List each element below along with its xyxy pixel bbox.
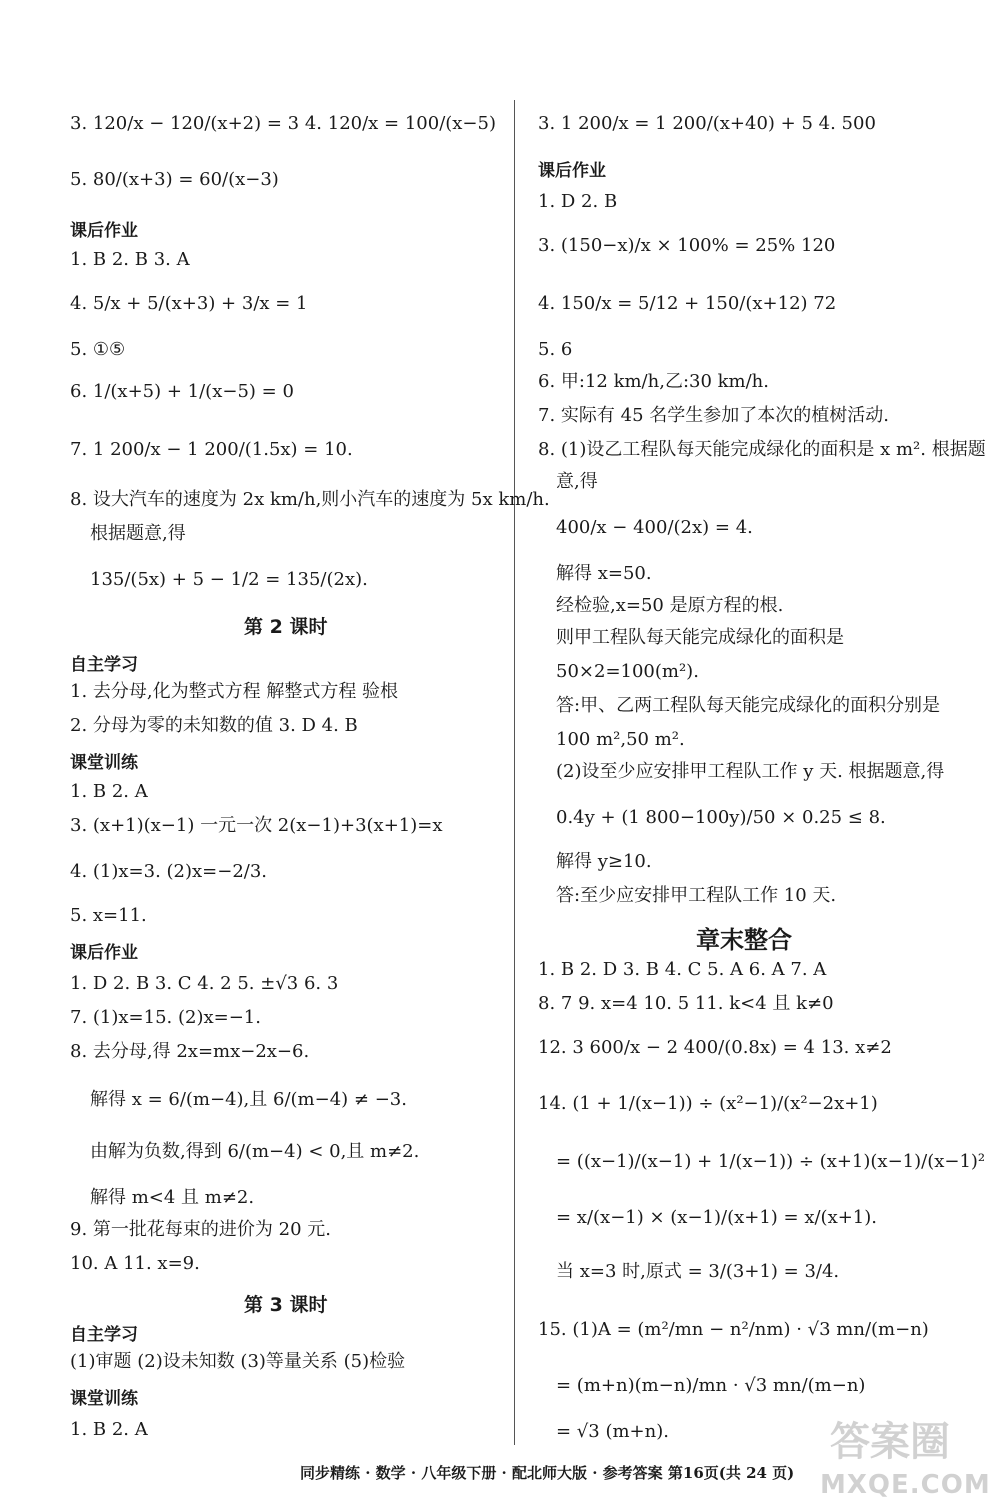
section-heading: 课堂训练 (70, 1389, 138, 1409)
answer-line: 15. (1)A = (m²/mn − n²/nm) · √3 mn/(m−n) (538, 1319, 929, 1340)
answer-line: 答:至少应安排甲工程队工作 10 天. (556, 885, 837, 906)
answer-line: 5. 6 (538, 339, 573, 360)
answer-line: 1. D 2. B (538, 191, 618, 212)
answer-line: 135/(5x) + 5 − 1/2 = 135/(2x). (90, 569, 368, 590)
answer-line: 50×2=100(m²). (556, 661, 699, 682)
answer-line: 则甲工程队每天能完成绿化的面积是 (556, 627, 844, 648)
answer-line: 7. 实际有 45 名学生参加了本次的植树活动. (538, 405, 889, 426)
answer-line: 5. x=11. (70, 905, 147, 926)
answer-line: 5. ①⑤ (70, 339, 126, 360)
chapter-title: 章末整合 (696, 926, 792, 954)
lesson-title: 第 2 课时 (244, 616, 328, 638)
answer-line: 1. B 2. B 3. A (70, 249, 190, 270)
section-heading: 课后作业 (538, 161, 606, 181)
section-heading: 课堂训练 (70, 753, 138, 773)
answer-line: = x/(x−1) × (x−1)/(x+1) = x/(x+1). (556, 1207, 877, 1228)
answer-line: 3. 1 200/x = 1 200/(x+40) + 5 4. 500 (538, 113, 876, 134)
answer-line: 1. B 2. A (70, 1419, 148, 1440)
answer-line: 3. (150−x)/x × 100% = 25% 120 (538, 235, 836, 256)
watermark-logo-text: 答案圈 (830, 1419, 950, 1465)
answer-line: 经检验,x=50 是原方程的根. (556, 595, 784, 616)
answer-line: 1. 去分母,化为整式方程 解整式方程 验根 (70, 681, 399, 702)
lesson-title: 第 3 课时 (244, 1294, 328, 1316)
answer-line: 3. (x+1)(x−1) 一元一次 2(x−1)+3(x+1)=x (70, 815, 443, 836)
answer-line: = ((x−1)/(x−1) + 1/(x−1)) ÷ (x+1)(x−1)/(x−1)² (556, 1151, 986, 1172)
answer-line: 1. D 2. B 3. C 4. 2 5. ±√3 6. 3 (70, 973, 339, 994)
answer-line: 4. (1)x=3. (2)x=−2/3. (70, 861, 268, 882)
answer-line: 由解为负数,得到 6/(m−4) < 0,且 m≠2. (90, 1141, 420, 1162)
answer-line: (2)设至少应安排甲工程队工作 y 天. 根据题意,得 (556, 761, 945, 782)
answer-line: 6. 甲:12 km/h,乙:30 km/h. (538, 371, 769, 392)
answer-line: 解得 m<4 且 m≠2. (90, 1187, 255, 1208)
answer-line: 解得 x = 6/(m−4),且 6/(m−4) ≠ −3. (90, 1089, 407, 1110)
section-heading: 课后作业 (70, 221, 138, 241)
answer-line: 4. 150/x = 5/12 + 150/(x+12) 72 (538, 293, 837, 314)
answer-line: 10. A 11. x=9. (70, 1253, 200, 1274)
answer-line: 8. (1)设乙工程队每天能完成绿化的面积是 x m². 根据题 (538, 439, 986, 460)
answer-line: 12. 3 600/x − 2 400/(0.8x) = 4 13. x≠2 (538, 1037, 892, 1058)
answer-line: 9. 第一批花每束的进价为 20 元. (70, 1219, 331, 1240)
answer-line: 解得 x=50. (556, 563, 652, 584)
answer-line: (1)审题 (2)设未知数 (3)等量关系 (5)检验 (70, 1351, 406, 1372)
section-heading: 自主学习 (70, 655, 138, 675)
answer-line: 当 x=3 时,原式 = 3/(3+1) = 3/4. (556, 1261, 840, 1282)
section-heading: 自主学习 (70, 1325, 138, 1345)
answer-line: 意,得 (556, 471, 598, 492)
answer-line: 4. 5/x + 5/(x+3) + 3/x = 1 (70, 293, 308, 314)
answer-line: 3. 120/x − 120/(x+2) = 3 4. 120/x = 100/(x−5) (70, 113, 496, 134)
column-divider (514, 100, 515, 1445)
answer-line: 1. B 2. D 3. B 4. C 5. A 6. A 7. A (538, 959, 827, 980)
answer-line: 7. 1 200/x − 1 200/(1.5x) = 10. (70, 439, 353, 460)
answer-line: 根据题意,得 (90, 523, 186, 544)
answer-line: 400/x − 400/(2x) = 4. (556, 517, 753, 538)
answer-line: 7. (1)x=15. (2)x=−1. (70, 1007, 261, 1028)
page-footer: 同步精练 · 数学 · 八年级下册 · 配北师大版 · 参考答案 第16页(共 24 页) (300, 1464, 795, 1482)
answer-line: 1. B 2. A (70, 781, 148, 802)
answer-line: 100 m²,50 m². (556, 729, 685, 750)
answer-line: 6. 1/(x+5) + 1/(x−5) = 0 (70, 381, 294, 402)
watermark-logo (820, 1410, 991, 1500)
answer-line: 8. 设大汽车的速度为 2x km/h,则小汽车的速度为 5x km/h. (70, 489, 550, 510)
answer-line: = √3 (m+n). (556, 1421, 669, 1442)
answer-line: 14. (1 + 1/(x−1)) ÷ (x²−1)/(x²−2x+1) (538, 1093, 878, 1114)
answer-line: 解得 y≥10. (556, 851, 652, 872)
answer-line: 8. 去分母,得 2x=mx−2x−6. (70, 1041, 310, 1062)
answer-line: 2. 分母为零的未知数的值 3. D 4. B (70, 715, 358, 736)
watermark-site: MXQE.COM (820, 1470, 991, 1500)
answer-line: 8. 7 9. x=4 10. 5 11. k<4 且 k≠0 (538, 993, 834, 1014)
answer-line: = (m+n)(m−n)/mn · √3 mn/(m−n) (556, 1375, 866, 1396)
answer-line: 5. 80/(x+3) = 60/(x−3) (70, 169, 279, 190)
section-heading: 课后作业 (70, 943, 138, 963)
answer-line: 答:甲、乙两工程队每天能完成绿化的面积分别是 (556, 695, 941, 716)
answer-line: 0.4y + (1 800−100y)/50 × 0.25 ≤ 8. (556, 807, 886, 828)
